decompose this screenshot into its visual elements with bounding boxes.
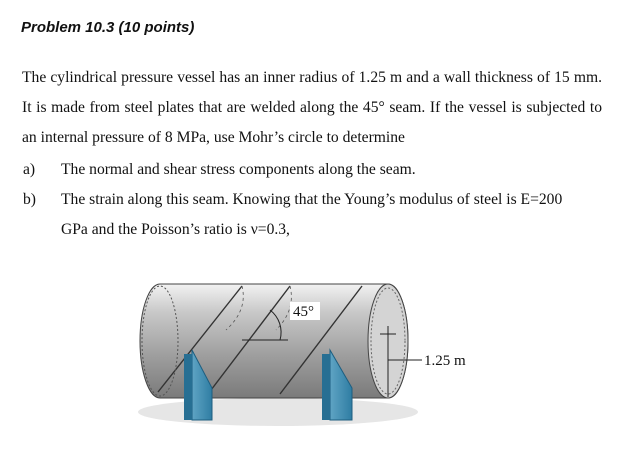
problem-title: Problem 10.3 (10 points): [21, 19, 195, 36]
floor-shadow: [138, 398, 418, 426]
pressure-vessel-figure: [130, 270, 490, 430]
angle-label: 45°: [293, 304, 314, 320]
part-a-text: The normal and shear stress components along the seam.: [61, 161, 416, 178]
radius-label: 1.25 m: [424, 353, 466, 369]
part-a-label: a): [23, 161, 36, 178]
part-b-label: b): [23, 191, 36, 208]
part-b-text-line-2: GPa and the Poisson’s ratio is ν=0.3,: [61, 221, 290, 238]
problem-statement: The cylindrical pressure vessel has an inner radius of 1.25 m and a wall thickness of 15 mm. It is made from steel plates that are welded along the 45° seam. If the vessel is subjected to an internal pressure of 8 MPa, use Mohr’s circle to determine: [22, 69, 602, 146]
part-b-text-line-1: The strain along this seam. Knowing that the Young’s modulus of steel is E=200: [61, 191, 563, 208]
